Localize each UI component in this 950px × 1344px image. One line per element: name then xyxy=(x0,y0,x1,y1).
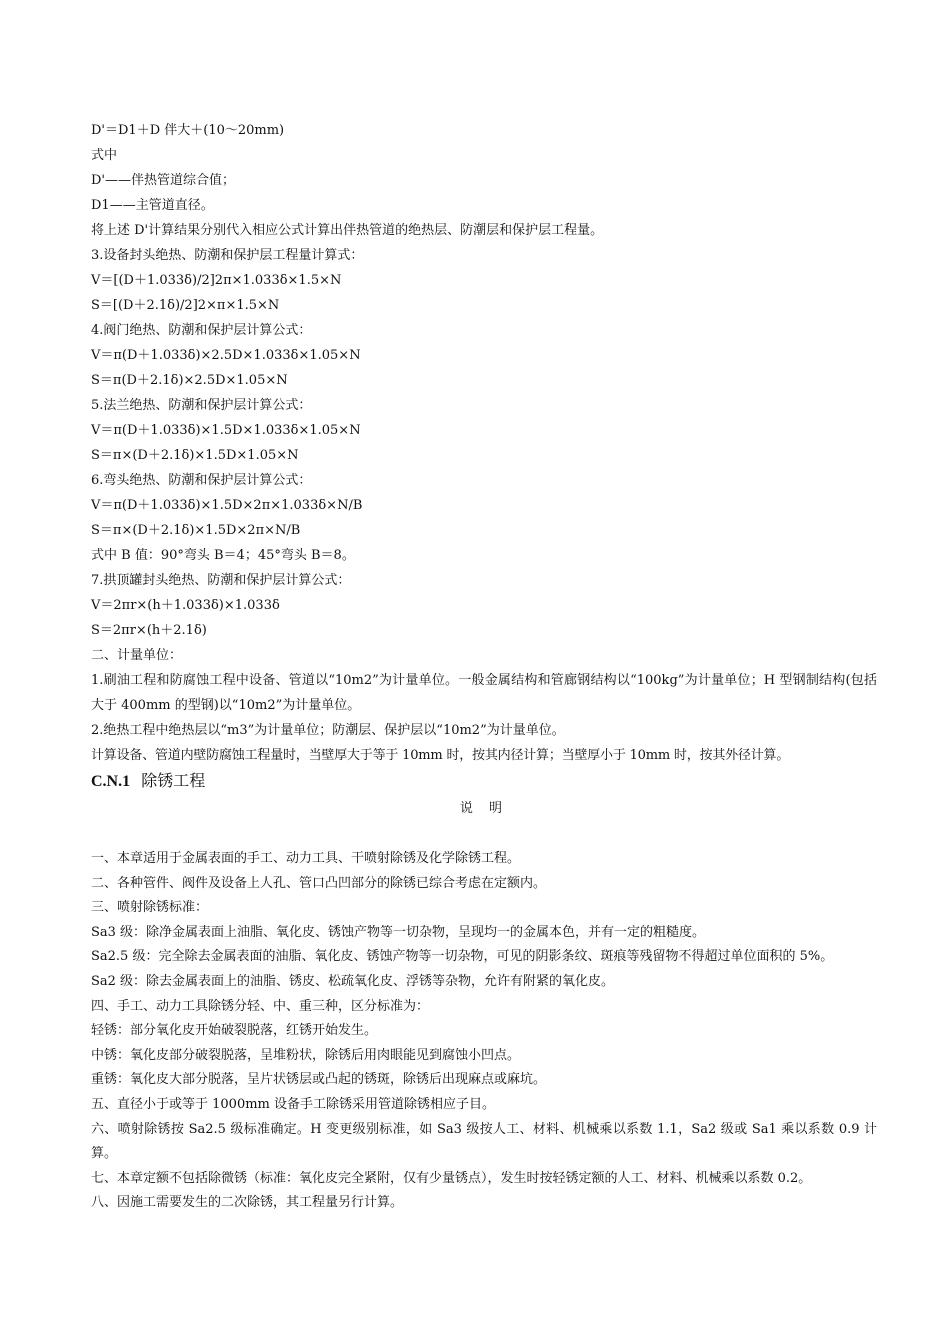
formula-line: 6.弯头绝热、防潮和保护层计算公式： xyxy=(91,473,312,488)
explanation-title: 说 明 xyxy=(459,801,509,816)
explanation-section xyxy=(91,847,877,1118)
explanation-line: 中锈：氧化皮部分破裂脱落，呈堆粉状，除锈后用肉眼能见到腐蚀小凹点。 xyxy=(91,1047,521,1063)
explanation-section-end xyxy=(91,1167,877,1216)
explanation-line: 八、因施工需要发生的二次除锈，其工程量另行计算。 xyxy=(91,1195,404,1211)
explanation-line: Sa2 级：除去金属表面上的油脂、锈皮、松疏氧化皮、浮锈等杂物，允许有附紧的氧化皮。 xyxy=(91,973,615,989)
formula-line: D1——主管道直径。 xyxy=(91,198,214,213)
explanation-line: 一、本章适用于金属表面的手工、动力工具、干喷射除锈及化学除锈工程。 xyxy=(91,851,521,866)
formula-line: S＝2πr×(h＋2.1δ) xyxy=(91,623,207,638)
formula-line: 式中 xyxy=(91,148,118,163)
formula-line: S＝π(D＋2.1δ)×2.5D×1.05×N xyxy=(91,373,288,388)
unit-paragraph-2: 2.绝热工程中绝热层以“m3”为计量单位；防潮层、保护层以“10m2”为计量单位。 xyxy=(91,723,565,738)
unit-paragraph-3: 计算设备、管道内壁防腐蚀工程量时，当壁厚大于等于 10mm 时，按其内径计算；当壁厚小于 10mm 时，按其外径计算。 xyxy=(91,748,790,763)
document-body xyxy=(91,118,877,1216)
formula-line: S＝π×(D＋2.1δ)×1.5D×1.05×N xyxy=(91,448,299,463)
formula-line: V＝π(D＋1.033δ)×1.5D×1.033δ×1.05×N xyxy=(91,423,361,438)
explanation-line: 二、各种管件、阀件及设备上人孔、管口凸凹部分的除锈已综合考虑在定额内。 xyxy=(91,875,547,891)
formula-line: 7.拱顶罐封头绝热、防潮和保护层计算公式： xyxy=(91,573,351,588)
formula-line: V＝π(D＋1.033δ)×1.5D×2π×1.033δ×N/B xyxy=(91,498,363,513)
section-heading xyxy=(91,768,877,794)
formula-line: 将上述 D'计算结果分别代入相应公式计算出伴热管道的绝热层、防潮层和保护层工程量。 xyxy=(91,223,604,238)
section-title: 除锈工程 xyxy=(141,771,206,790)
section-number: C.N.1 xyxy=(91,773,131,790)
unit-paragraph-1: 1.刷油工程和防腐蚀工程中设备、管道以“10m2”为计量单位。一般金属结构和管廊钢结构以“100kg”为计量单位；H 型钢制结构(包括大于 400mm 的型钢)以“10m2”为计量单位。 xyxy=(91,673,877,713)
formula-line: S＝[(D＋2.1δ)/2]2×π×1.5×N xyxy=(91,298,280,313)
explanation-line: Sa3 级：除净金属表面上油脂、氧化皮、锈蚀产物等一切杂物，呈现均一的金属本色，并有一定的粗糙度。 xyxy=(91,924,706,940)
explanation-line: 三、喷射除锈标准： xyxy=(91,900,209,916)
formula-line: V＝[(D＋1.033δ)/2]2π×1.033δ×1.5×N xyxy=(91,273,342,288)
formula-line: V＝π(D＋1.033δ)×2.5D×1.033δ×1.05×N xyxy=(91,348,361,363)
formula-line: 式中 B 值：90°弯头 B＝4；45°弯头 B＝8。 xyxy=(91,548,355,563)
paragraph-six: 六、喷射除锈按 Sa2.5 级标准确定。H 变更级别标准，如 Sa3 级按人工、材料、机械乘以系数 1.1，Sa2 级或 Sa1 乘以系数 0.9 计算。 xyxy=(91,1121,877,1162)
formula-line: S＝π×(D＋2.1δ)×1.5D×2π×N/B xyxy=(91,523,301,538)
formula-line: D'——伴热管道综合值； xyxy=(91,173,235,188)
formula-section xyxy=(91,118,877,668)
explanation-line: 五、直径小于或等于 1000mm 设备手工除锈采用管道除锈相应子目。 xyxy=(91,1096,496,1112)
formula-line: 3.设备封头绝热、防潮和保护层工程量计算式： xyxy=(91,248,364,263)
formula-line: D'＝D1＋D 伴大＋(10～20mm) xyxy=(91,123,285,138)
formula-line: 5.法兰绝热、防潮和保护层计算公式： xyxy=(91,398,312,413)
explanation-line: 轻锈：部分氧化皮开始破裂脱落，红锈开始发生。 xyxy=(91,1023,378,1039)
explanation-line: 四、手工、动力工具除锈分轻、中、重三种，区分标准为： xyxy=(91,998,430,1014)
formula-line: 4.阀门绝热、防潮和保护层计算公式： xyxy=(91,323,312,338)
explanation-line: 重锈：氧化皮大部分脱落，呈片状锈层或凸起的锈斑，除锈后出现麻点或麻坑。 xyxy=(91,1072,547,1088)
blank-spacer xyxy=(91,821,877,847)
explanation-line: Sa2.5 级：完全除去金属表面的油脂、氧化皮、锈蚀产物等一切杂物，可见的阴影条纹、斑痕等残留物不得超过单位面积的 5%。 xyxy=(91,949,834,965)
formula-line: V＝2πr×(h＋1.033δ)×1.033δ xyxy=(91,598,280,613)
formula-line: 二、计量单位： xyxy=(91,648,183,663)
explanation-line: 七、本章定额不包括除微锈（标准：氧化皮完全紧附，仅有少量锈点），发生时按轻锈定额的人工、材料、机械乘以系数 0.2。 xyxy=(91,1170,812,1186)
